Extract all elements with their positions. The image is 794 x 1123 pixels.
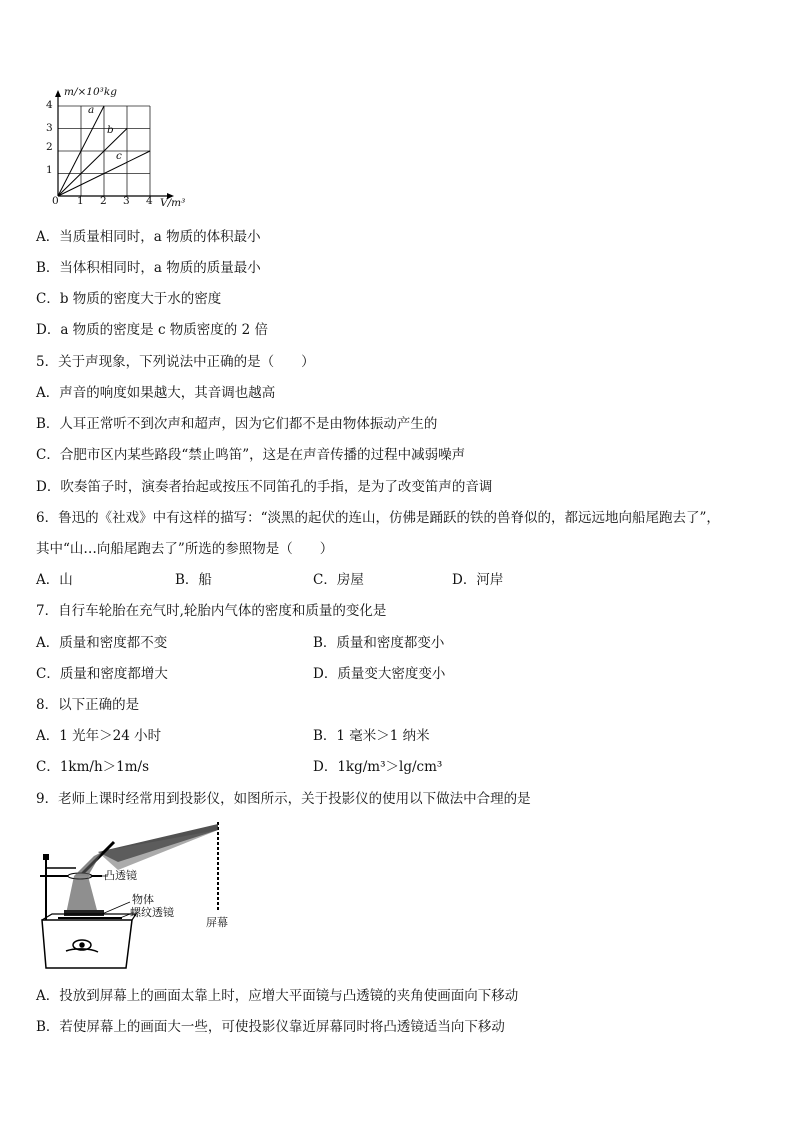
object-label: 物体 [132, 893, 154, 906]
mass-volume-graph [38, 84, 198, 214]
y-axis-label: m/×10³kg [64, 86, 117, 98]
fresnel-label: 螺纹透镜 [130, 906, 174, 919]
object-slide [64, 910, 104, 916]
q9-option-a: A．投放到屏幕上的画面太靠上时，应增大平面镜与凸透镜的夹角使画面向下移动 [36, 988, 519, 1004]
y-tick-2: 2 [46, 141, 53, 153]
graph-svg [38, 84, 198, 214]
q6-stem-line2: 其中“山…向船尾跑去了”所选的参照物是（ ） [36, 541, 334, 557]
line-c-label: c [116, 150, 122, 162]
light-cone [66, 876, 98, 914]
line-a-label: a [88, 104, 95, 116]
q8-option-c: C．1km/h＞1m/s [36, 759, 150, 775]
q8-option-b: B．1 毫米＞1 纳米 [313, 728, 430, 744]
projector-box [42, 920, 132, 968]
projector-figure [36, 818, 246, 973]
x-tick-3: 3 [123, 195, 130, 207]
q5-option-c: C．合肥市区内某些路段“禁止鸣笛”，这是在声音传播的过程中减弱噪声 [36, 447, 466, 463]
x-tick-0: 0 [52, 195, 59, 207]
q7-option-d: D．质量变大密度变小 [313, 666, 446, 682]
line-b [58, 129, 127, 197]
y-tick-3: 3 [46, 122, 53, 134]
q4-option-c: C．b 物质的密度大于水的密度 [36, 291, 222, 307]
screen-label: 屏幕 [206, 916, 228, 929]
y-tick-4: 4 [46, 99, 53, 111]
x-tick-1: 1 [77, 195, 84, 207]
q7-option-a: A．质量和密度都不变 [36, 635, 168, 651]
q7-stem: 7．自行车轮胎在充气时,轮胎内气体的密度和质量的变化是 [36, 603, 387, 619]
q6-option-a: A．山 [36, 572, 73, 588]
q6-stem-line1: 6．鲁迅的《社戏》中有这样的描写：“淡黑的起伏的连山，仿佛是踊跃的铁的兽脊似的，都远远地向船尾跑去了”， [36, 510, 720, 526]
line-b-label: b [107, 124, 114, 136]
q5-stem: 5．关于声现象，下列说法中正确的是（ ） [36, 354, 315, 370]
q8-stem: 8．以下正确的是 [36, 697, 140, 713]
x-axis-label: V/m³ [160, 197, 186, 209]
x-tick-4: 4 [146, 195, 153, 207]
lens-label: 凸透镜 [104, 869, 137, 882]
q4-option-a: A．当质量相同时，a 物质的体积最小 [36, 229, 261, 245]
q5-option-d: D．吹奏笛子时，演奏者抬起或按压不同笛孔的手指，是为了改变笛声的音调 [36, 479, 493, 495]
q6-option-c: C．房屋 [313, 572, 364, 588]
y-tick-1: 1 [46, 164, 53, 176]
q6-option-b: B．船 [175, 572, 212, 588]
q9-stem: 9．老师上课时经常用到投影仪，如图所示，关于投影仪的使用以下做法中合理的是 [36, 791, 531, 807]
q7-option-c: C．质量和密度都增大 [36, 666, 168, 682]
q9-option-b: B．若使屏幕上的画面大一些，可使投影仪靠近屏幕同时将凸透镜适当向下移动 [36, 1019, 505, 1035]
q8-option-a: A．1 光年＞24 小时 [36, 728, 162, 744]
q6-option-d: D．河岸 [452, 572, 504, 588]
x-tick-2: 2 [100, 195, 107, 207]
q7-option-b: B．质量和密度都变小 [313, 635, 445, 651]
light-beam-lower [98, 830, 218, 870]
q8-option-d: D．1kg/m³＞lg/cm³ [313, 759, 443, 775]
q5-option-b: B．人耳正常听不到次声和超声，因为它们都不是由物体振动产生的 [36, 416, 438, 432]
q4-option-b: B．当体积相同时，a 物质的质量最小 [36, 260, 261, 276]
q5-option-a: A．声音的响度如果越大，其音调也越高 [36, 385, 276, 401]
q4-option-d: D．a 物质的密度是 c 物质密度的 2 倍 [36, 322, 268, 338]
y-axis-arrow [55, 90, 61, 97]
